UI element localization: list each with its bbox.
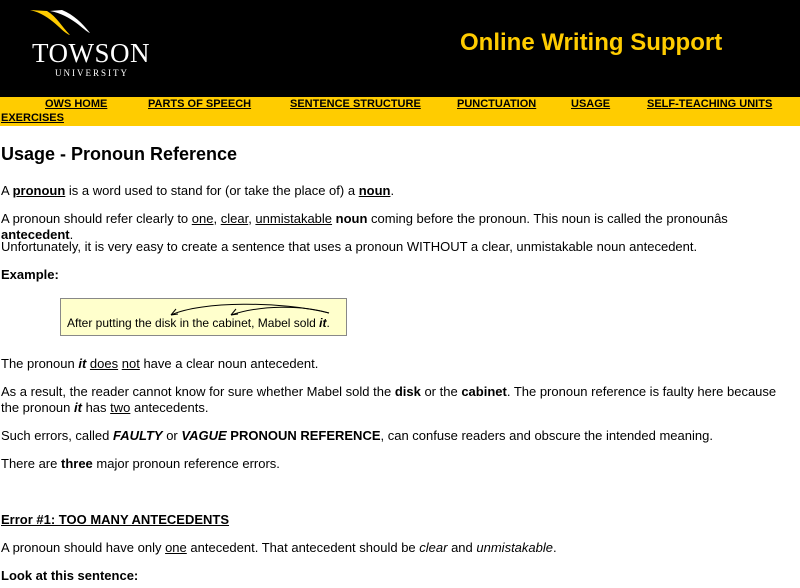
paragraph-three-errors: There are three major pronoun reference errors. — [1, 456, 280, 471]
nav-parts-of-speech[interactable]: PARTS OF SPEECH — [148, 98, 252, 110]
nav-exercises[interactable]: EXERCISES — [1, 112, 64, 124]
look-at-sentence: Look at this sentence: — [1, 568, 139, 583]
logo-subtitle: UNIVERSITY — [55, 68, 129, 78]
paragraph-definition: A pronoun is a word used to stand for (or take the place of) a noun. — [1, 183, 395, 198]
paragraph-one-antecedent: A pronoun should have only one antecedent. That antecedent should be clear and unmistakable. — [1, 540, 557, 555]
error-1-heading: Error #1: TOO MANY ANTECEDENTS — [1, 512, 230, 527]
logo-name: TOWSON — [32, 38, 151, 68]
site-header — [0, 0, 800, 97]
example-label: Example: — [1, 267, 59, 282]
nav-punctuation[interactable]: PUNCTUATION — [457, 98, 537, 110]
site-title: Online Writing Support — [460, 29, 723, 56]
page-title: Usage - Pronoun Reference — [1, 144, 238, 164]
main-nav — [0, 97, 800, 126]
towson-logo[interactable] — [22, 5, 152, 85]
paragraph-rule: A pronoun should refer clearly to one, clear, unmistakable noun coming before the pronoun. This noun is called the pronounâs antecedent. — [1, 211, 728, 242]
paragraph-no-antecedent: The pronoun it does not have a clear noun antecedent. — [1, 356, 319, 371]
nav-ows-home[interactable]: OWS HOME — [45, 98, 108, 110]
nav-self-teaching-units[interactable]: SELF-TEACHING UNITS — [647, 98, 773, 110]
example-box — [60, 298, 347, 336]
paragraph-problem: Unfortunately, it is very easy to create a sentence that uses a pronoun WITHOUT a clear, unmistakable noun antecedent. — [1, 239, 698, 254]
nav-usage[interactable]: USAGE — [571, 98, 611, 110]
paragraph-errors: Such errors, called FAULTY or VAGUE PRONOUN REFERENCE, can confuse readers and obscure the intended meaning. — [1, 428, 713, 443]
nav-sentence-structure[interactable]: SENTENCE STRUCTURE — [290, 98, 421, 110]
paragraph-result: As a result, the reader cannot know for sure whether Mabel sold the disk or the cabinet. The pronoun reference is faulty here because the pronoun it has two antecedents. — [1, 384, 777, 415]
example-sentence: After putting the disk in the cabinet, Mabel sold it. — [67, 316, 330, 330]
